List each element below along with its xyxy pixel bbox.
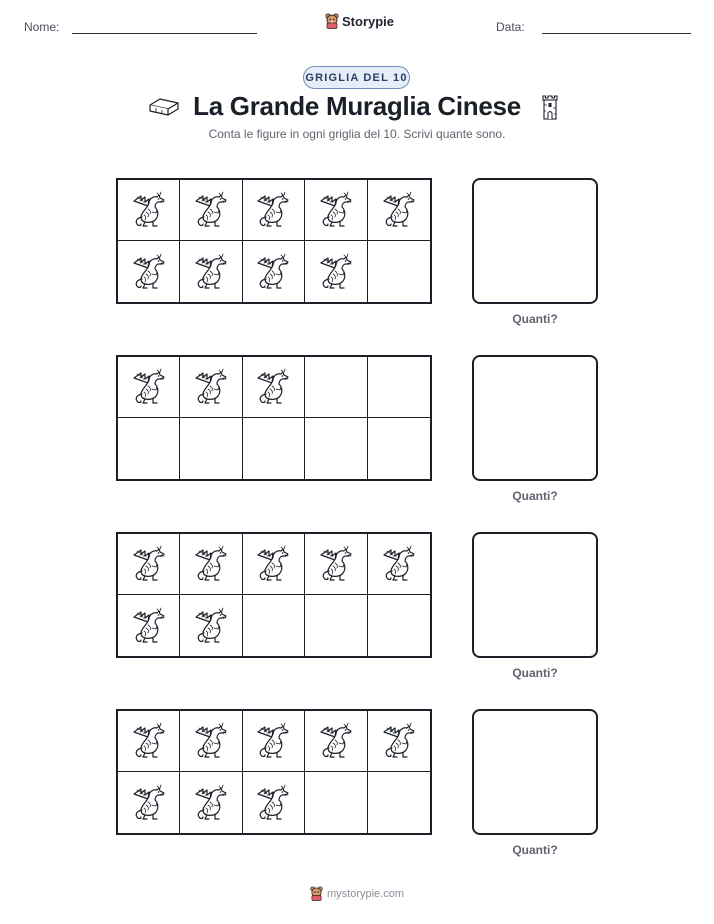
frame-cell	[368, 711, 430, 772]
frame-cell	[243, 711, 305, 772]
mascot-icon	[325, 13, 339, 29]
dragon-icon	[129, 252, 169, 292]
dragon-icon	[253, 783, 293, 823]
frame-cell	[180, 180, 242, 241]
dragon-icon	[316, 544, 356, 584]
dragon-icon	[316, 252, 356, 292]
footer-url: mystorypie.com	[326, 887, 405, 900]
dragon-icon	[191, 544, 231, 584]
page-title: La Grande Muraglia Cinese	[193, 91, 521, 121]
dragon-icon	[379, 544, 419, 584]
answer-label-3: Quanti?	[512, 666, 558, 680]
dragon-icon	[379, 721, 419, 761]
dragon-icon	[379, 190, 419, 230]
section-badge: GRIGLIA DEL 10	[303, 66, 410, 89]
frame-cell	[368, 595, 430, 656]
dragon-icon	[191, 190, 231, 230]
name-label: Nome:	[24, 20, 60, 34]
dragon-icon	[129, 190, 169, 230]
frame-cell	[305, 595, 367, 656]
dragon-icon	[129, 721, 169, 761]
footer	[0, 886, 714, 901]
dragon-icon	[253, 544, 293, 584]
frame-cell	[243, 772, 305, 833]
frame-cell	[180, 595, 242, 656]
frame-cell	[368, 418, 430, 479]
mascot-icon	[310, 886, 323, 901]
answer-label-2: Quanti?	[512, 489, 558, 503]
frame-cell	[305, 357, 367, 418]
frame-cell	[305, 180, 367, 241]
dragon-icon	[191, 606, 231, 646]
name-line[interactable]	[72, 33, 257, 34]
frame-cell	[180, 418, 242, 479]
dragon-icon	[191, 721, 231, 761]
frame-cell	[305, 772, 367, 833]
dragon-icon	[191, 252, 231, 292]
dragon-icon	[253, 721, 293, 761]
dragon-icon	[316, 190, 356, 230]
answer-label-4: Quanti?	[512, 843, 558, 857]
answer-label-1: Quanti?	[512, 312, 558, 326]
answer-box-2[interactable]	[472, 355, 598, 481]
dragon-icon	[253, 367, 293, 407]
frame-cell	[243, 241, 305, 302]
ten-frame-1	[116, 178, 432, 304]
dragon-icon	[129, 606, 169, 646]
dragon-icon	[129, 783, 169, 823]
frame-cell	[118, 534, 180, 595]
answer-box-4[interactable]	[472, 709, 598, 835]
ten-frame-3	[116, 532, 432, 658]
answer-box-1[interactable]	[472, 178, 598, 304]
frame-cell	[118, 357, 180, 418]
brand-logo	[325, 13, 394, 29]
dragon-icon	[191, 783, 231, 823]
ten-frame-4	[116, 709, 432, 835]
dragon-icon	[191, 367, 231, 407]
frame-cell	[243, 595, 305, 656]
frame-cell	[305, 418, 367, 479]
frame-cell	[118, 595, 180, 656]
frame-cell	[305, 534, 367, 595]
frame-cell	[243, 357, 305, 418]
frame-cell	[243, 534, 305, 595]
frame-cell	[118, 418, 180, 479]
tower-icon	[540, 93, 560, 121]
ten-frame-2	[116, 355, 432, 481]
dragon-icon	[129, 544, 169, 584]
frame-cell	[180, 357, 242, 418]
frame-cell	[180, 711, 242, 772]
answer-box-3[interactable]	[472, 532, 598, 658]
brand-name: Storypie	[342, 13, 395, 29]
frame-cell	[368, 241, 430, 302]
frame-cell	[305, 711, 367, 772]
frame-cell	[118, 241, 180, 302]
frame-cell	[368, 772, 430, 833]
dragon-icon	[316, 721, 356, 761]
frame-cell	[180, 772, 242, 833]
frame-cell	[180, 534, 242, 595]
dragon-icon	[129, 367, 169, 407]
instructions: Conta le figure in ogni griglia del 10. Scrivi quante sono.	[208, 127, 506, 141]
frame-cell	[118, 772, 180, 833]
dragon-icon	[253, 190, 293, 230]
frame-cell	[118, 711, 180, 772]
dragon-icon	[253, 252, 293, 292]
frame-cell	[243, 180, 305, 241]
date-label: Data:	[496, 20, 525, 34]
frame-cell	[243, 418, 305, 479]
frame-cell	[180, 241, 242, 302]
frame-cell	[118, 180, 180, 241]
frame-cell	[305, 241, 367, 302]
frame-cell	[368, 180, 430, 241]
frame-cell	[368, 357, 430, 418]
frame-cell	[368, 534, 430, 595]
date-line[interactable]	[542, 33, 691, 34]
